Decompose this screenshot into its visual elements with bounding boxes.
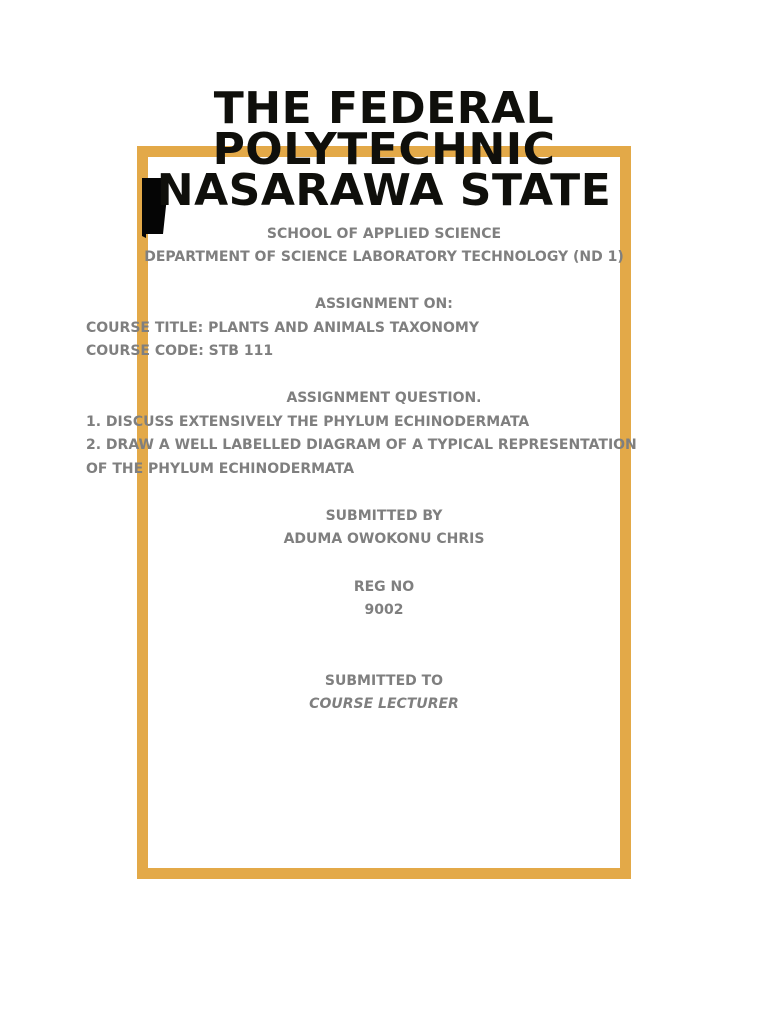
recipient: COURSE LECTURER (309, 696, 459, 712)
question-heading: ASSIGNMENT QUESTION. (286, 390, 482, 406)
course-code: COURSE CODE: STB 111 (86, 343, 274, 359)
question-2-line-1: 2. DRAW A WELL LABELLED DIAGRAM OF A TYPICAL REPRESENTATION (86, 437, 637, 453)
course-title: COURSE TITLE: PLANTS AND ANIMALS TAXONOMY (86, 320, 479, 336)
student-name: ADUMA OWOKONU CHRIS (283, 531, 485, 547)
question-1: 1. DISCUSS EXTENSIVELY THE PHYLUM ECHINODERMATA (86, 414, 530, 430)
reg-no-value: 9002 (364, 602, 404, 618)
institution-title (84, 83, 684, 216)
submitted-to-label: SUBMITTED TO (324, 673, 444, 689)
assignment-heading: ASSIGNMENT ON: (315, 296, 453, 312)
title-line-3: NASARAWA STATE (156, 165, 612, 216)
title-line-1: THE FEDERAL (213, 83, 555, 134)
department-name: DEPARTMENT OF SCIENCE LABORATORY TECHNOLOGY (ND 1) (144, 249, 624, 265)
reg-no-label: REG NO (353, 579, 415, 595)
question-2-line-2: OF THE PHYLUM ECHINODERMATA (86, 461, 355, 477)
school-name: SCHOOL OF APPLIED SCIENCE (266, 226, 502, 242)
title-line-2: POLYTECHNIC (212, 124, 556, 175)
submitted-by-label: SUBMITTED BY (325, 508, 443, 524)
